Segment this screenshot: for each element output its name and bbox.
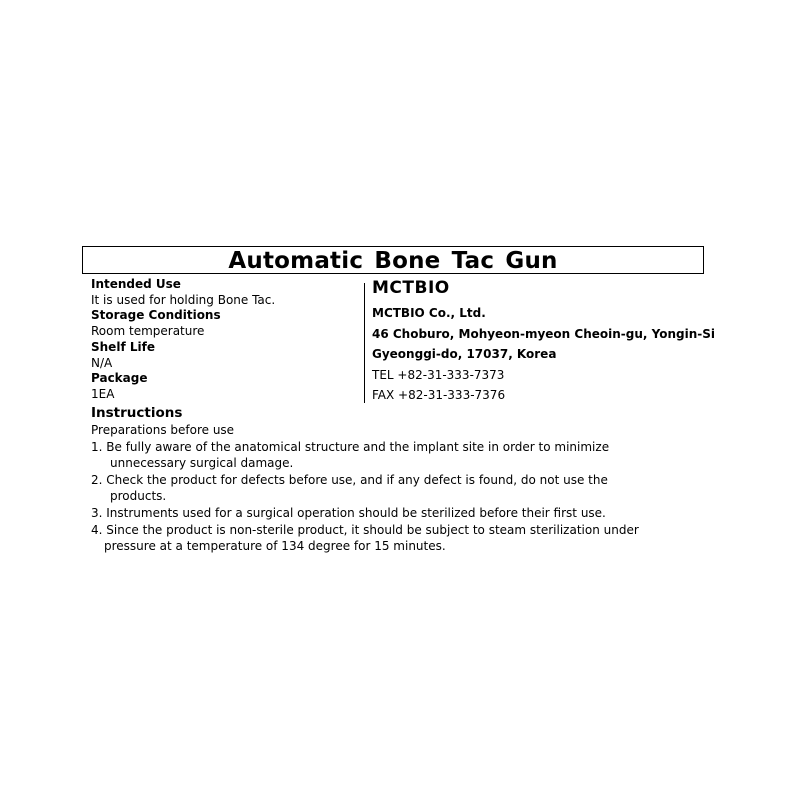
company-address-line2: Gyeonggi-do, 17037, Korea bbox=[372, 347, 557, 361]
document-title: Automatic Bone Tac Gun bbox=[82, 246, 704, 274]
instruction-item-1-cont: unnecessary surgical damage. bbox=[110, 456, 294, 471]
shelf-life-value: N/A bbox=[91, 355, 113, 370]
product-info bbox=[91, 277, 361, 403]
package-label: Package bbox=[91, 371, 148, 386]
company-info bbox=[372, 277, 715, 406]
intended-use-value: It is used for holding Bone Tac. bbox=[91, 292, 276, 307]
instructions-subheading: Preparations before use bbox=[91, 423, 235, 437]
instruction-item-3: 3. Instruments used for a surgical operation should be sterilized before their first use. bbox=[91, 505, 606, 520]
instruction-item-4: 4. Since the product is non-sterile product, it should be subject to steam sterilization under bbox=[91, 522, 639, 537]
instructions-section bbox=[91, 405, 711, 555]
company-fax: FAX +82-31-333-7376 bbox=[372, 388, 506, 402]
storage-value: Room temperature bbox=[91, 324, 205, 339]
instruction-item-2-cont: products. bbox=[110, 489, 167, 504]
shelf-life-label: Shelf Life bbox=[91, 339, 155, 354]
column-divider bbox=[364, 283, 365, 403]
company-name: MCTBIO Co., Ltd. bbox=[372, 306, 486, 320]
storage-label: Storage Conditions bbox=[91, 308, 221, 323]
company-address-line1: 46 Choburo, Mohyeon-myeon Cheoin-gu, Yongin-Si bbox=[372, 326, 715, 341]
instruction-item-1: 1. Be fully aware of the anatomical structure and the implant site in order to minimize bbox=[91, 439, 610, 454]
intended-use-label: Intended Use bbox=[91, 277, 181, 291]
package-value: 1EA bbox=[91, 386, 115, 401]
company-tel: TEL +82-31-333-7373 bbox=[372, 367, 505, 382]
company-logo: MCTBIO bbox=[372, 278, 450, 298]
instruction-item-4-cont: pressure at a temperature of 134 degree for 15 minutes. bbox=[104, 539, 446, 554]
instructions-heading: Instructions bbox=[91, 405, 183, 421]
instruction-item-2: 2. Check the product for defects before use, and if any defect is found, do not use the bbox=[91, 472, 608, 487]
